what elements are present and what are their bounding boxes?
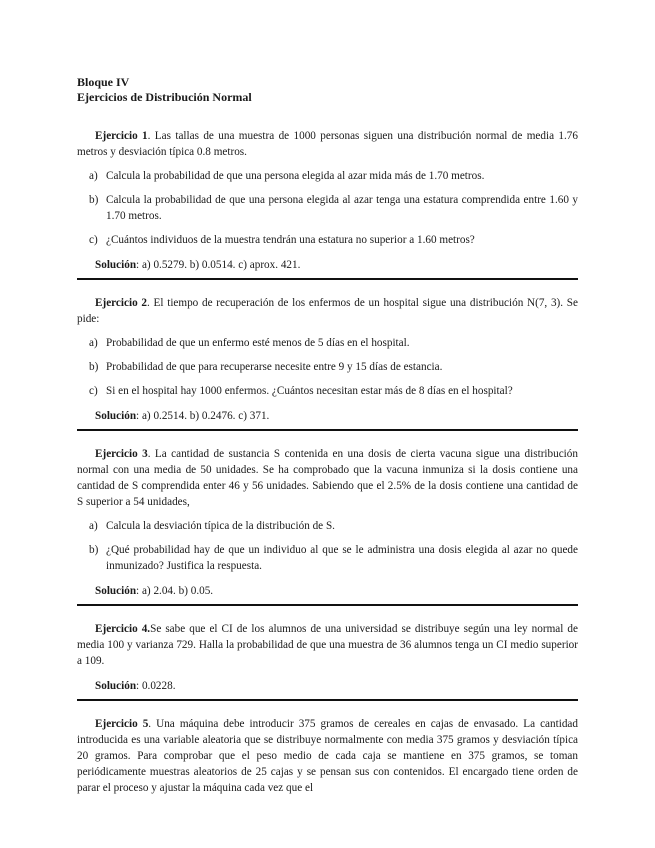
exercise-2-solution: Solución: a) 0.2514. b) 0.2476. c) 371. — [95, 410, 270, 422]
list-item: b) ¿Qué probabilidad hay de que un individuo al que se le administra una dosis elegida al azar no quede inmunizado? Justifica la respuesta. — [89, 544, 578, 572]
exercise-4-title: Ejercicio 4. — [95, 623, 151, 635]
exercise-1 — [77, 128, 578, 273]
list-item: b) Probabilidad de que para recuperarse necesite entre 9 y 15 días de estancia. — [89, 361, 443, 373]
exercise-4-solution: Solución: 0.0228. — [95, 680, 176, 692]
divider — [77, 604, 578, 606]
list-item: c) ¿Cuántos individuos de la muestra tendrán una estatura no superior a 1.60 metros? — [89, 234, 475, 246]
block-title: Bloque IV — [77, 75, 130, 89]
exercise-2-items — [77, 335, 578, 399]
exercise-3-solution: Solución: a) 2.04. b) 0.05. — [95, 585, 214, 597]
list-item: a) Probabilidad de que un enfermo esté menos de 5 días en el hospital. — [89, 337, 410, 349]
exercise-1-statement: Ejercicio 1. Las tallas de una muestra de 1000 personas siguen una distribución normal de media 1.76 metros y desviación típica 0.8 metros. — [77, 130, 578, 158]
exercise-3-title: Ejercicio 3 — [95, 448, 148, 460]
list-item: a) Calcula la desviación típica de la distribución de S. — [89, 520, 335, 532]
exercise-3-items — [77, 518, 578, 574]
divider — [77, 429, 578, 431]
exercise-5 — [77, 716, 578, 796]
exercise-3-statement: Ejercicio 3. La cantidad de sustancia S contenida en una dosis de cierta vacuna sigue una distribución normal con una media de 50 unidades. Se ha comprobado que la vacuna inmuniza si la dosis contiene una cantidad de S comprendida enter 46 y 56 unidades. Sabiendo que el 2.5% de la dosis contiene una cantidad de S superior a 54 unidades, — [77, 448, 578, 508]
document-header — [77, 75, 578, 105]
divider — [77, 699, 578, 701]
exercise-5-statement: Ejercicio 5. Una máquina debe introducir 375 gramos de cereales en cajas de envasado. La cantidad introducida es una variable aleatoria que se distribuye normalmente con media 375 gramos y desviación típica 20 gramos. Para comprobar que el peso medio de cada caja se mantiene en 375 gramos, se toman periódicamente muestras aleatorios de 25 cajas y se pensan sus con contenidos. El encargado tiene orden de parar el proceso y ajustar la máquina cada vez que el — [77, 718, 578, 794]
divider — [77, 278, 578, 280]
exercise-1-items — [77, 168, 578, 248]
exercise-1-title: Ejercicio 1 — [95, 130, 148, 142]
exercise-2 — [77, 295, 578, 424]
exercise-1-solution: Solución: a) 0.5279. b) 0.0514. c) aprox. 421. — [95, 259, 301, 271]
document-page — [77, 75, 578, 796]
exercise-2-title: Ejercicio 2 — [95, 297, 147, 309]
document-subtitle: Ejercicios de Distribución Normal — [77, 90, 252, 104]
exercise-2-statement: Ejercicio 2. El tiempo de recuperación de los enfermos de un hospital sigue una distribución N(7, 3). Se pide: — [77, 297, 578, 325]
exercise-3 — [77, 446, 578, 599]
list-item: a) Calcula la probabilidad de que una persona elegida al azar mida más de 1.70 metros. — [89, 170, 485, 182]
list-item: c) Si en el hospital hay 1000 enfermos. ¿Cuántos necesitan estar más de 8 días en el hospital? — [89, 385, 513, 397]
exercise-4-statement: Ejercicio 4.Se sabe que el CI de los alumnos de una universidad se distribuye según una ley normal de media 100 y varianza 729. Halla la probabilidad de que una muestra de 36 alumnos tenga un CI medio superior a 109. — [77, 623, 578, 667]
list-item: b) Calcula la probabilidad de que una persona elegida al azar tenga una estatura comprendida entre 1.60 y 1.70 metros. — [89, 194, 578, 222]
exercise-5-title: Ejercicio 5 — [95, 718, 149, 730]
exercise-4 — [77, 621, 578, 694]
